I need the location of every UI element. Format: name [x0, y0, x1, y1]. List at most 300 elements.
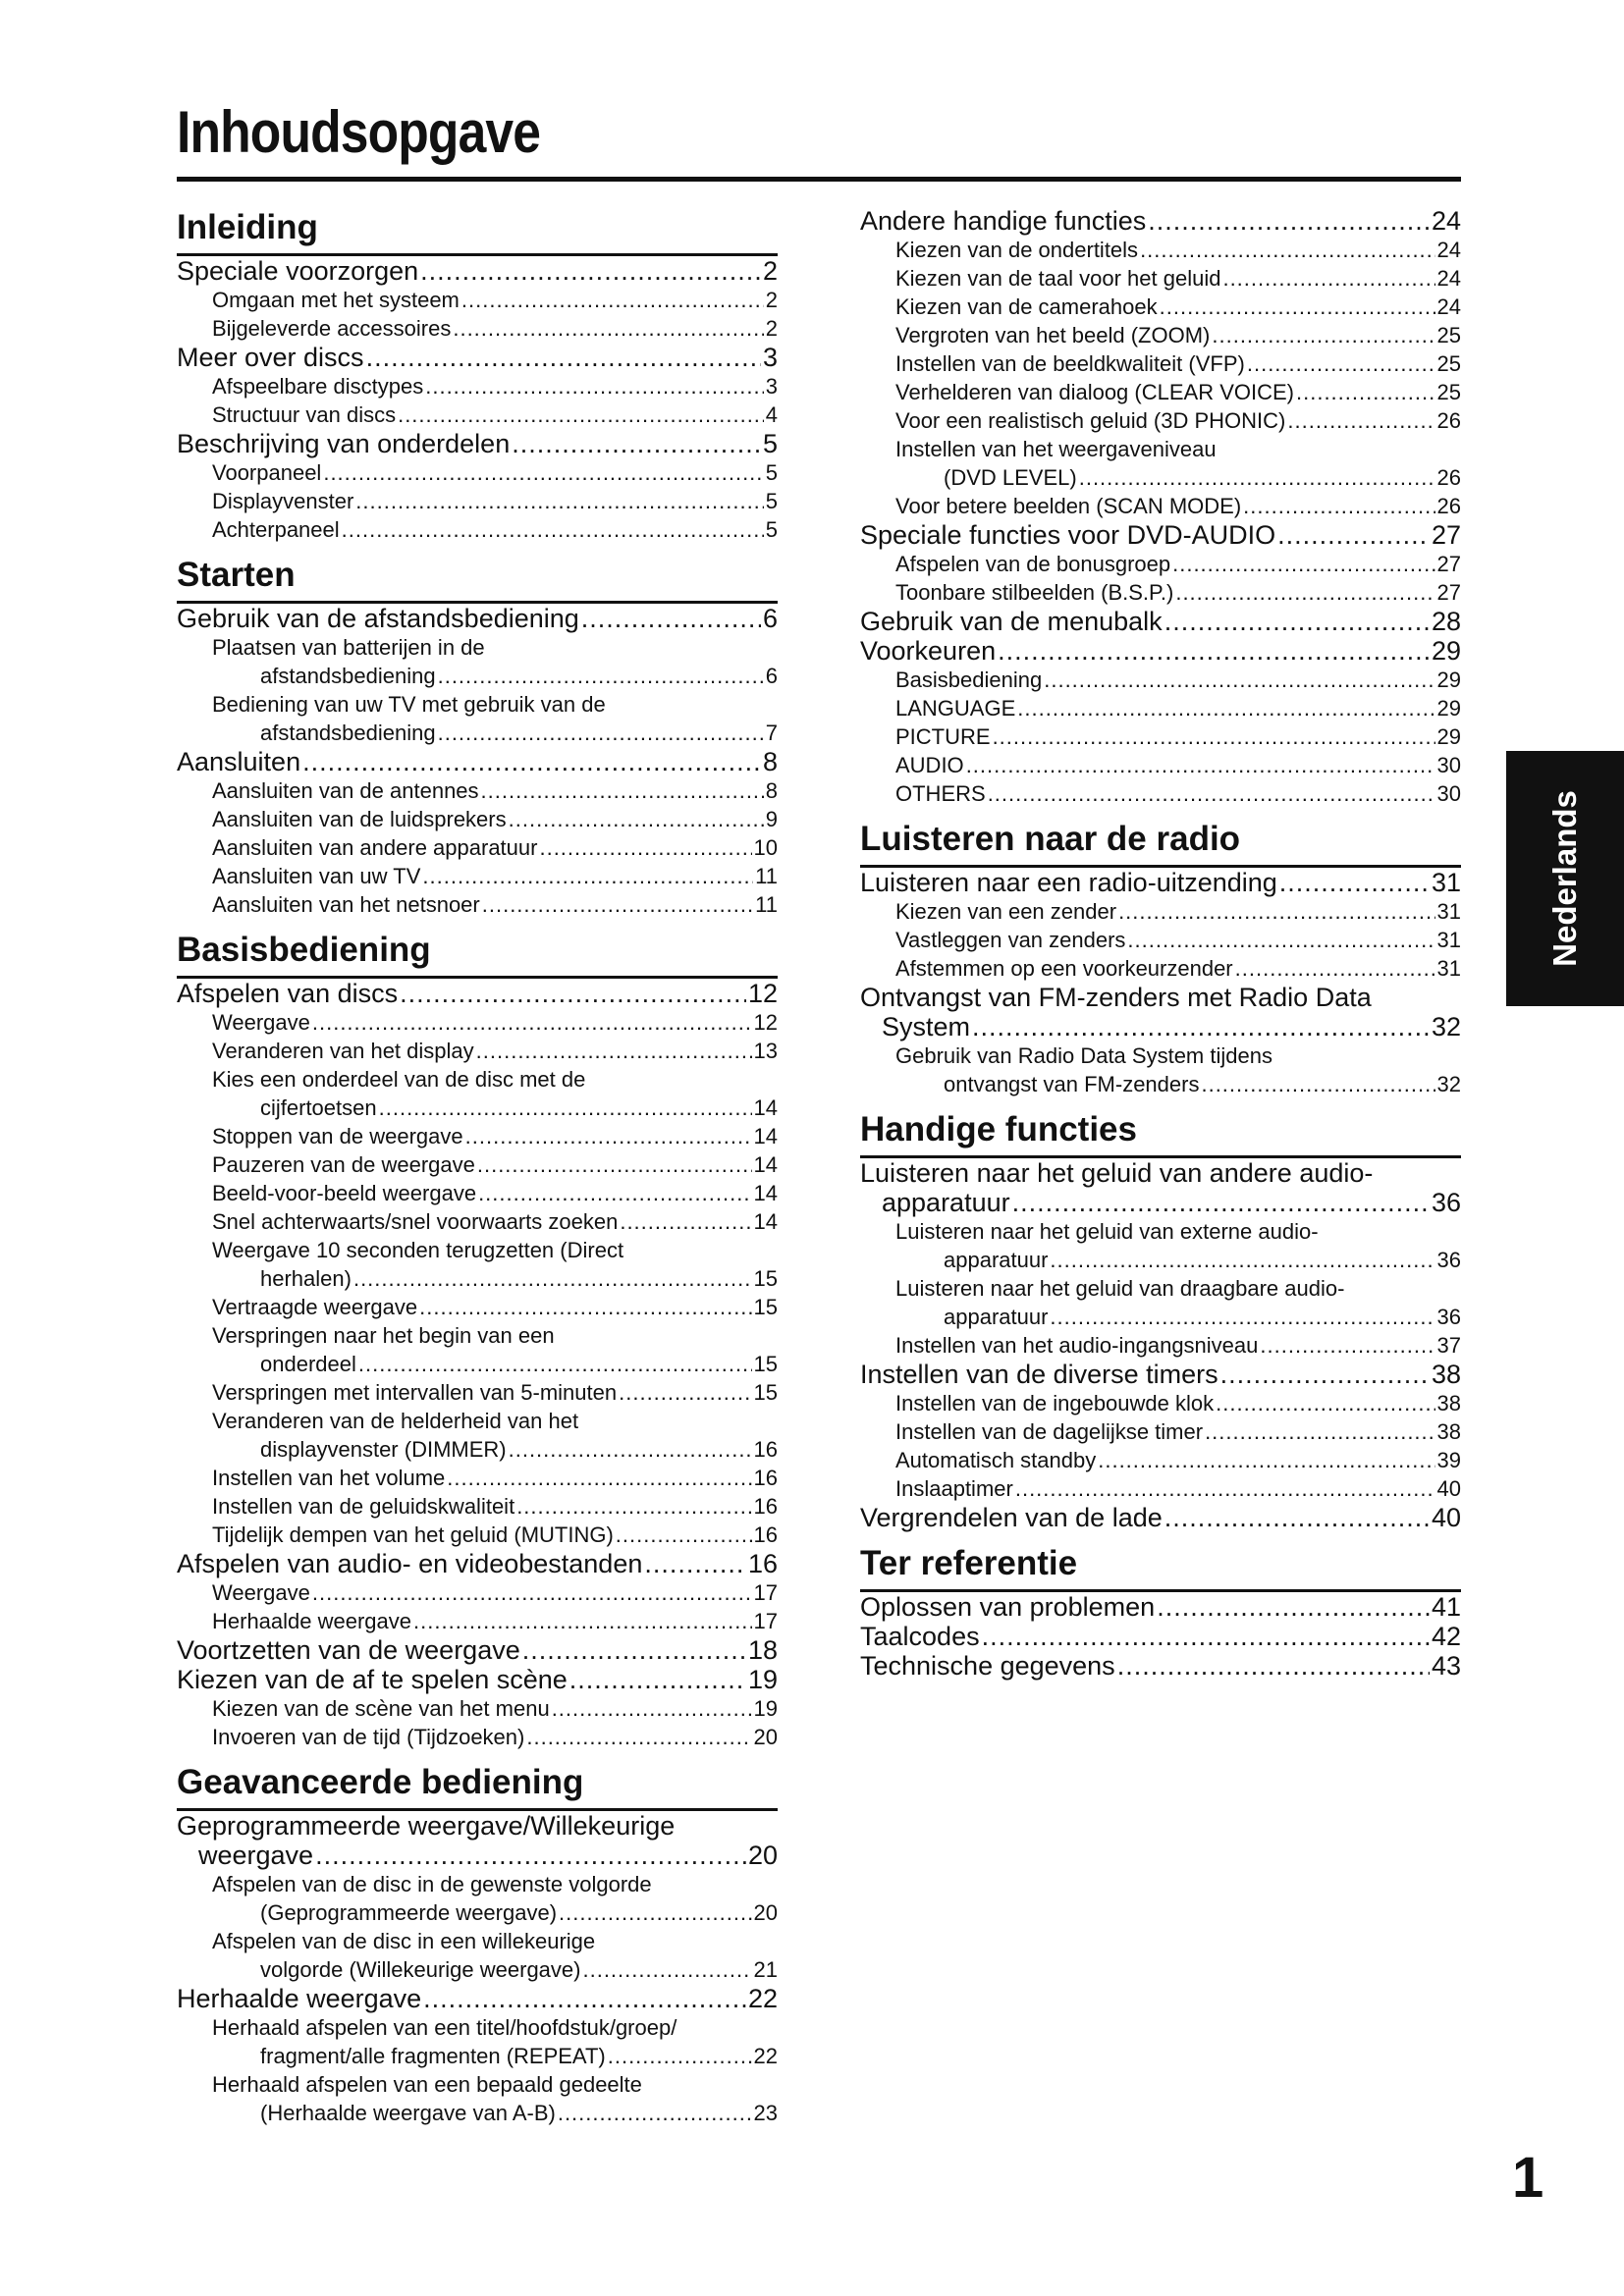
- toc-subentry[interactable]: [177, 1578, 778, 1607]
- toc-subentry[interactable]: [860, 926, 1461, 954]
- dot-leader: [993, 722, 1435, 751]
- toc-entry-page: 26: [1436, 465, 1461, 490]
- toc-entry-page: 18: [747, 1635, 778, 1665]
- toc-subentry[interactable]: [860, 666, 1461, 694]
- toc-entry-page: 22: [753, 2044, 778, 2068]
- dot-leader: [420, 256, 761, 286]
- toc-subentry[interactable]: [860, 463, 1461, 492]
- dot-leader: [447, 1464, 751, 1492]
- toc-entry-title: Instellen van het audio-ingangsniveau: [895, 1333, 1259, 1358]
- toc-entry[interactable]: [860, 1651, 1461, 1681]
- toc-entry[interactable]: [177, 604, 778, 633]
- toc-entry-title: Kiezen van een zender: [895, 899, 1117, 924]
- toc-subentry[interactable]: [860, 236, 1461, 264]
- toc-entry-page: 9: [765, 807, 778, 831]
- toc-entry-page: 5: [762, 429, 778, 458]
- dot-leader: [569, 1665, 746, 1694]
- toc-column-right: [860, 206, 1461, 1681]
- toc-entry[interactable]: [860, 607, 1461, 636]
- toc-subentry[interactable]: [177, 1723, 778, 1751]
- toc-entry-page: 2: [762, 256, 778, 286]
- toc-entry-title: Vertraagde weergave: [212, 1295, 418, 1319]
- toc-entry-title: Instellen van de ingebouwde klok: [895, 1391, 1215, 1415]
- dot-leader: [558, 2099, 752, 2127]
- toc-entry-title: Beeld-voor-beeld weergave: [212, 1181, 477, 1205]
- toc-entry[interactable]: [177, 747, 778, 776]
- toc-entry-page: 40: [1431, 1503, 1461, 1532]
- toc-entry[interactable]: [860, 636, 1461, 666]
- toc-subentry[interactable]: [860, 1331, 1461, 1360]
- toc-entry-title: Tijdelijk dempen van het geluid (MUTING): [212, 1522, 614, 1547]
- page-title: Inhoudsopgave: [177, 99, 541, 165]
- toc-subentry[interactable]: [860, 492, 1461, 520]
- toc-entry-line: Ontvangst van FM-zenders met Radio Data: [860, 983, 1372, 1012]
- toc-subentry[interactable]: [860, 1417, 1461, 1446]
- toc-entry-title: Instellen van de diverse timers: [860, 1360, 1218, 1389]
- toc-subentry[interactable]: [177, 1521, 778, 1549]
- dot-leader: [982, 1622, 1430, 1651]
- toc-subentry[interactable]: [860, 751, 1461, 779]
- dot-leader: [1216, 1389, 1435, 1417]
- toc-entry-page: 27: [1436, 552, 1461, 576]
- dot-leader: [465, 1122, 752, 1150]
- toc-subentry[interactable]: [177, 662, 778, 690]
- toc-entry-page: 22: [747, 1984, 778, 2013]
- toc-entry[interactable]: [177, 1549, 778, 1578]
- toc-subentry[interactable]: [860, 1070, 1461, 1098]
- toc-entry-page: 30: [1436, 753, 1461, 777]
- toc-entry[interactable]: [177, 1665, 778, 1694]
- toc-subentry[interactable]: [860, 779, 1461, 808]
- dot-leader: [438, 662, 764, 690]
- toc-entry-title: Afspelen van audio- en videobestanden: [177, 1549, 643, 1578]
- section-heading: Geavanceerde bediening: [177, 1761, 778, 1811]
- toc-entry-page: 24: [1436, 238, 1461, 262]
- toc-subentry[interactable]: [860, 1389, 1461, 1417]
- toc-subentry[interactable]: [860, 550, 1461, 578]
- toc-subentry[interactable]: [177, 2042, 778, 2070]
- toc-entry-page: 3: [762, 343, 778, 372]
- toc-subentry[interactable]: [860, 406, 1461, 435]
- toc-subentry[interactable]: [177, 1150, 778, 1179]
- dot-leader: [620, 1207, 751, 1236]
- toc-entry-title: Taalcodes: [860, 1622, 980, 1651]
- toc-entry-page: 19: [747, 1665, 778, 1694]
- toc-entry-title: Gebruik van de menubalk: [860, 607, 1163, 636]
- dot-leader: [1243, 492, 1435, 520]
- dot-leader: [315, 1841, 746, 1870]
- dot-leader: [966, 751, 1435, 779]
- toc-entry-page: 16: [753, 1466, 778, 1490]
- toc-entry-title: Omgaan met het systeem: [212, 288, 460, 312]
- toc-entry-title: Aansluiten van het netsnoer: [212, 892, 480, 917]
- dot-leader: [1160, 293, 1435, 321]
- toc-subentry[interactable]: [860, 349, 1461, 378]
- toc-subentry[interactable]: [177, 400, 778, 429]
- toc-entry-page: 4: [765, 402, 778, 427]
- toc-subentry[interactable]: [177, 1350, 778, 1378]
- dot-leader: [1164, 607, 1430, 636]
- toc-subentry[interactable]: [860, 1446, 1461, 1474]
- toc-entry-page: 25: [1436, 351, 1461, 376]
- dot-leader: [1222, 264, 1435, 293]
- toc-entry-title: Kiezen van de ondertitels: [895, 238, 1139, 262]
- dot-leader: [312, 1578, 752, 1607]
- dot-leader: [379, 1094, 752, 1122]
- toc-entry-page: 30: [1436, 781, 1461, 806]
- toc-subentry[interactable]: [860, 1246, 1461, 1274]
- toc-entry-page: 20: [753, 1900, 778, 1925]
- toc-entry-title: Verhelderen van dialoog (CLEAR VOICE): [895, 380, 1294, 404]
- toc-entry-title: Achterpaneel: [212, 517, 340, 542]
- toc-entry-title: Afspelen van de bonusgroep: [895, 552, 1171, 576]
- dot-leader: [1212, 321, 1435, 349]
- toc-entry-title: weergave: [198, 1841, 314, 1870]
- dot-leader: [366, 343, 761, 372]
- toc-entry-page: 26: [1436, 494, 1461, 518]
- dot-leader: [453, 314, 763, 343]
- toc-subentry-line: Afspelen van de disc in de gewenste volgorde: [212, 1872, 652, 1896]
- toc-subentry-line: Instellen van het weergaveniveau: [895, 437, 1217, 461]
- toc-entry-page: 31: [1436, 956, 1461, 981]
- toc-entry-title: Weergave: [212, 1010, 310, 1035]
- toc-entry-title: Andere handige functies: [860, 206, 1147, 236]
- toc-entry-page: 11: [755, 864, 778, 888]
- dot-leader: [461, 286, 764, 314]
- toc-subentry[interactable]: [177, 1179, 778, 1207]
- dot-leader: [419, 1293, 751, 1321]
- toc-entry-title: Afstemmen op een voorkeurzender: [895, 956, 1233, 981]
- toc-entry[interactable]: [860, 1503, 1461, 1532]
- toc-entry-title: Voorkeuren: [860, 636, 997, 666]
- dot-leader: [1012, 1188, 1430, 1217]
- toc-entry-title: LANGUAGE: [895, 696, 1016, 721]
- toc-subentry[interactable]: [177, 2099, 778, 2127]
- toc-subentry[interactable]: [177, 314, 778, 343]
- toc-entry-title: Kiezen van de camerahoek: [895, 294, 1158, 319]
- toc-subentry[interactable]: [177, 1955, 778, 1984]
- toc-entry-page: 10: [753, 835, 778, 860]
- toc-entry-page: 39: [1436, 1448, 1461, 1472]
- toc-subentry[interactable]: [177, 1607, 778, 1635]
- section-heading: Handige functies: [860, 1108, 1461, 1158]
- toc-entry-page: 38: [1436, 1391, 1461, 1415]
- toc-entry[interactable]: [860, 520, 1461, 550]
- toc-subentry-line: Gebruik van Radio Data System tijdens: [895, 1043, 1272, 1068]
- toc-entry-page: 7: [765, 721, 778, 745]
- toc-entry-title: Herhaalde weergave: [177, 1984, 422, 2013]
- toc-entry-page: 43: [1431, 1651, 1461, 1681]
- toc-entry[interactable]: [860, 1360, 1461, 1389]
- toc-entry-title: System: [882, 1012, 971, 1041]
- toc-entry-title: Afspelen van discs: [177, 979, 399, 1008]
- toc-entry[interactable]: [860, 206, 1461, 236]
- dot-leader: [1235, 954, 1435, 983]
- dot-leader: [1220, 1360, 1430, 1389]
- dot-leader: [312, 1008, 752, 1037]
- toc-entry-page: 20: [753, 1725, 778, 1749]
- toc-entry-page: 31: [1431, 868, 1461, 897]
- toc-entry-title: Voortzetten van de weergave: [177, 1635, 520, 1665]
- section-heading: Inleiding: [177, 206, 778, 256]
- toc-entry-title: Inslaaptimer: [895, 1476, 1013, 1501]
- toc-subentry[interactable]: [177, 1207, 778, 1236]
- toc-entry-page: 14: [753, 1124, 778, 1148]
- dot-leader: [353, 1264, 752, 1293]
- toc-entry[interactable]: [177, 1841, 778, 1870]
- toc-entry-page: 29: [1431, 636, 1461, 666]
- toc-subentry[interactable]: [860, 321, 1461, 349]
- toc-subentry[interactable]: [177, 515, 778, 544]
- toc-entry[interactable]: [177, 979, 778, 1008]
- toc-subentry[interactable]: [177, 487, 778, 515]
- toc-entry-title: Speciale voorzorgen: [177, 256, 419, 286]
- dot-leader: [400, 979, 746, 1008]
- toc-entry-page: 31: [1436, 899, 1461, 924]
- toc-entry[interactable]: [860, 1622, 1461, 1651]
- dot-leader: [1201, 1070, 1435, 1098]
- dot-leader: [1050, 1303, 1435, 1331]
- toc-entry-title: afstandsbediening: [260, 721, 436, 745]
- toc-entry-title: Oplossen van problemen: [860, 1592, 1156, 1622]
- toc-subentry[interactable]: [177, 458, 778, 487]
- toc-entry[interactable]: [860, 1592, 1461, 1622]
- toc-entry[interactable]: [860, 1188, 1461, 1217]
- toc-entry-page: 15: [753, 1266, 778, 1291]
- toc-entry-title: displayvenster (DIMMER): [260, 1437, 507, 1462]
- toc-entry-page: 8: [762, 747, 778, 776]
- page-number: 1: [1512, 2146, 1544, 2210]
- toc-subentry[interactable]: [860, 1474, 1461, 1503]
- section-heading: Basisbediening: [177, 929, 778, 979]
- dot-leader: [581, 604, 761, 633]
- toc-entry-title: OTHERS: [895, 781, 986, 806]
- dot-leader: [512, 429, 761, 458]
- toc-entry-title: Afspeelbare disctypes: [212, 374, 424, 399]
- toc-subentry[interactable]: [177, 372, 778, 400]
- toc-entry-title: ontvangst van FM-zenders: [944, 1072, 1200, 1096]
- toc-subentry[interactable]: [177, 1898, 778, 1927]
- language-side-tab: [1506, 751, 1624, 1006]
- toc-entry-title: Instellen van de geluidskwaliteit: [212, 1494, 515, 1519]
- dot-leader: [1279, 868, 1430, 897]
- toc-entry-page: 29: [1436, 696, 1461, 721]
- toc-entry[interactable]: [177, 1635, 778, 1665]
- toc-entry-page: 15: [753, 1352, 778, 1376]
- dot-leader: [1044, 666, 1435, 694]
- toc-subentry[interactable]: [177, 1694, 778, 1723]
- toc-entry-title: Speciale functies voor DVD-AUDIO: [860, 520, 1276, 550]
- toc-entry-title: Meer over discs: [177, 343, 364, 372]
- toc-subentry[interactable]: [860, 378, 1461, 406]
- toc-subentry[interactable]: [177, 1492, 778, 1521]
- toc-subentry[interactable]: [860, 1303, 1461, 1331]
- toc-entry[interactable]: [177, 429, 778, 458]
- dot-leader: [616, 1521, 752, 1549]
- toc-entry-title: Vergrendelen van de lade: [860, 1503, 1163, 1532]
- toc-subentry-line: Herhaald afspelen van een titel/hoofdstuk/groep/: [212, 2015, 677, 2040]
- dot-leader: [608, 2042, 752, 2070]
- toc-subentry[interactable]: [860, 694, 1461, 722]
- toc-subentry-line: Weergave 10 seconden terugzetten (Direct: [212, 1238, 624, 1262]
- toc-entry-page: 14: [753, 1209, 778, 1234]
- dot-leader: [1079, 463, 1435, 492]
- toc-subentry[interactable]: [177, 833, 778, 862]
- toc-subentry[interactable]: [177, 776, 778, 805]
- toc-entry-page: 36: [1436, 1248, 1461, 1272]
- toc-entry-page: 42: [1431, 1622, 1461, 1651]
- toc-entry-page: 15: [753, 1295, 778, 1319]
- toc-entry-title: AUDIO: [895, 753, 964, 777]
- toc-entry-page: 25: [1436, 380, 1461, 404]
- toc-entry-title: fragment/alle fragmenten (REPEAT): [260, 2044, 606, 2068]
- toc-entry-title: Instellen van de beeldkwaliteit (VFP): [895, 351, 1245, 376]
- toc-subentry[interactable]: [860, 264, 1461, 293]
- toc-entry-title: Bijgeleverde accessoires: [212, 316, 452, 341]
- toc-entry-page: 12: [753, 1010, 778, 1035]
- toc-entry-title: Stoppen van de weergave: [212, 1124, 463, 1148]
- toc-subentry[interactable]: [177, 286, 778, 314]
- toc-subentry-line: Kies een onderdeel van de disc met de: [212, 1067, 586, 1092]
- toc-entry-page: 24: [1436, 266, 1461, 291]
- dot-leader: [526, 1723, 751, 1751]
- dot-leader: [1127, 926, 1435, 954]
- toc-entry-title: Snel achterwaarts/snel voorwaarts zoeken: [212, 1209, 619, 1234]
- toc-entry-page: 14: [753, 1095, 778, 1120]
- dot-leader: [482, 890, 753, 919]
- toc-entry-title: Kiezen van de af te spelen scène: [177, 1665, 568, 1694]
- toc-entry-page: 14: [753, 1181, 778, 1205]
- toc-subentry[interactable]: [177, 1094, 778, 1122]
- toc-subentry[interactable]: [860, 722, 1461, 751]
- dot-leader: [1118, 897, 1435, 926]
- toc-entry-page: 20: [747, 1841, 778, 1870]
- dot-leader: [1050, 1246, 1435, 1274]
- dot-leader: [422, 862, 753, 890]
- section-heading: Ter referentie: [860, 1542, 1461, 1592]
- toc-entry-page: 31: [1436, 928, 1461, 952]
- toc-subentry[interactable]: [177, 1122, 778, 1150]
- dot-leader: [582, 1955, 751, 1984]
- toc-subentry-line: Bediening van uw TV met gebruik van de: [212, 692, 606, 717]
- dot-leader: [972, 1012, 1430, 1041]
- dot-leader: [1205, 1417, 1435, 1446]
- toc-entry-title: Instellen van het volume: [212, 1466, 446, 1490]
- toc-subentry-line: Verspringen naar het begin van een: [212, 1323, 555, 1348]
- toc-entry-title: Aansluiten van de luidsprekers: [212, 807, 507, 831]
- toc-subentry[interactable]: [177, 1008, 778, 1037]
- toc-entry-page: 24: [1436, 294, 1461, 319]
- toc-entry-title: Voor een realistisch geluid (3D PHONIC): [895, 408, 1286, 433]
- toc-entry-page: 14: [753, 1152, 778, 1177]
- toc-entry-page: 5: [765, 489, 778, 513]
- toc-entry-title: Automatisch standby: [895, 1448, 1097, 1472]
- toc-subentry-line: Afspelen van de disc in een willekeurige: [212, 1929, 596, 1953]
- dot-leader: [1140, 236, 1435, 264]
- toc-entry-title: herhalen): [260, 1266, 352, 1291]
- dot-leader: [358, 1350, 752, 1378]
- dot-leader: [539, 833, 751, 862]
- toc-subentry[interactable]: [860, 578, 1461, 607]
- toc-entry-title: apparatuur: [882, 1188, 1010, 1217]
- toc-entry-page: 38: [1431, 1360, 1461, 1389]
- dot-leader: [516, 1492, 751, 1521]
- dot-leader: [1296, 378, 1435, 406]
- toc-subentry[interactable]: [177, 805, 778, 833]
- dot-leader: [998, 636, 1430, 666]
- toc-subentry[interactable]: [177, 1264, 778, 1293]
- toc-entry-page: 5: [765, 517, 778, 542]
- toc-entry-page: 32: [1431, 1012, 1461, 1041]
- toc-entry[interactable]: [177, 256, 778, 286]
- toc-entry-title: Aansluiten van de antennes: [212, 778, 479, 803]
- toc-subentry[interactable]: [177, 862, 778, 890]
- toc-subentry-line: Veranderen van de helderheid van het: [212, 1409, 579, 1433]
- dot-leader: [342, 515, 764, 544]
- toc-entry-page: 32: [1436, 1072, 1461, 1096]
- toc-entry-title: (Herhaalde weergave van A-B): [260, 2101, 556, 2125]
- toc-entry-title: (DVD LEVEL): [944, 465, 1077, 490]
- toc-entry-line: Luisteren naar het geluid van andere audio-: [860, 1158, 1374, 1188]
- toc-subentry[interactable]: [177, 719, 778, 747]
- toc-entry-title: (Geprogrammeerde weergave): [260, 1900, 558, 1925]
- toc-entry-title: Toonbare stilbeelden (B.S.P.): [895, 580, 1174, 605]
- toc-subentry[interactable]: [177, 1378, 778, 1407]
- toc-entry-page: 29: [1436, 667, 1461, 692]
- toc-entry-page: 16: [753, 1437, 778, 1462]
- toc-entry-page: 27: [1431, 520, 1461, 550]
- toc-entry-page: 36: [1431, 1188, 1461, 1217]
- toc-entry-page: 12: [747, 979, 778, 1008]
- toc-subentry[interactable]: [177, 890, 778, 919]
- dot-leader: [302, 747, 761, 776]
- toc-entry-page: 29: [1436, 724, 1461, 749]
- dot-leader: [988, 779, 1435, 808]
- toc-entry-title: Beschrijving van onderdelen: [177, 429, 511, 458]
- dot-leader: [398, 400, 764, 429]
- dot-leader: [413, 1607, 751, 1635]
- toc-entry-page: 23: [753, 2101, 778, 2125]
- toc-entry[interactable]: [860, 868, 1461, 897]
- dot-leader: [644, 1549, 746, 1578]
- toc-entry-title: Aansluiten: [177, 747, 301, 776]
- toc-subentry-line: Luisteren naar het geluid van externe audio-: [895, 1219, 1319, 1244]
- toc-subentry[interactable]: [860, 954, 1461, 983]
- toc-entry-page: 16: [747, 1549, 778, 1578]
- dot-leader: [522, 1635, 746, 1665]
- toc-subentry[interactable]: [177, 1435, 778, 1464]
- toc-subentry[interactable]: [860, 293, 1461, 321]
- toc-entry-page: 2: [765, 288, 778, 312]
- toc-subentry[interactable]: [860, 897, 1461, 926]
- toc-entry-title: afstandsbediening: [260, 664, 436, 688]
- dot-leader: [477, 1150, 752, 1179]
- dot-leader: [438, 719, 764, 747]
- toc-subentry[interactable]: [177, 1037, 778, 1065]
- toc-entry[interactable]: [177, 343, 778, 372]
- toc-entry-title: Herhaalde weergave: [212, 1609, 412, 1633]
- dot-leader: [1148, 206, 1430, 236]
- toc-subentry[interactable]: [177, 1293, 778, 1321]
- dot-leader: [1117, 1651, 1430, 1681]
- toc-subentry[interactable]: [177, 1464, 778, 1492]
- toc-column-left: [177, 206, 778, 2127]
- toc-entry[interactable]: [860, 1012, 1461, 1041]
- toc-entry-title: Invoeren van de tijd (Tijdzoeken): [212, 1725, 525, 1749]
- dot-leader: [1277, 520, 1430, 550]
- toc-entry-title: Luisteren naar een radio-uitzending: [860, 868, 1277, 897]
- toc-entry[interactable]: [177, 1984, 778, 2013]
